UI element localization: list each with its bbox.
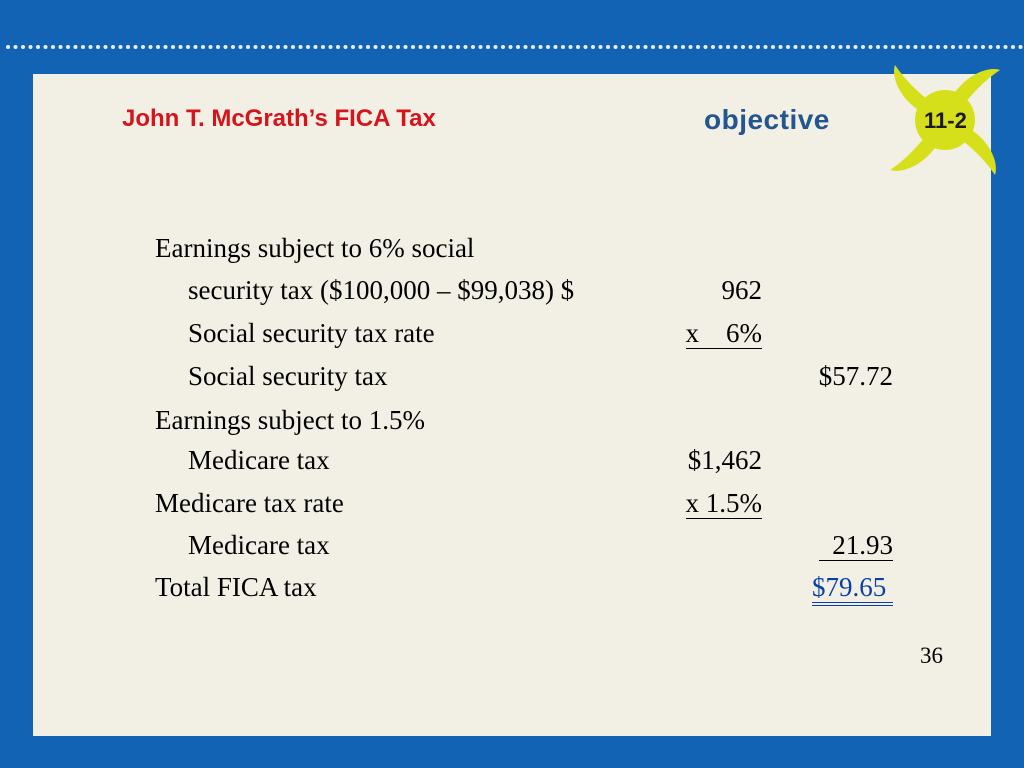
- dot: [411, 45, 415, 49]
- row-label: Social security tax rate: [188, 318, 435, 348]
- row-label: Earnings subject to 1.5%: [155, 405, 425, 435]
- dot: [644, 45, 648, 49]
- dot: [381, 45, 385, 49]
- dot: [66, 45, 70, 49]
- row-label: Medicare tax: [188, 445, 330, 475]
- dot: [936, 45, 940, 49]
- amount-column-2: [819, 361, 893, 391]
- dot: [164, 45, 168, 49]
- dot: [846, 45, 850, 49]
- dot: [966, 45, 970, 49]
- dot: [681, 45, 685, 49]
- dot: [276, 45, 280, 49]
- dot: [374, 45, 378, 49]
- dot: [959, 45, 963, 49]
- dot: [359, 45, 363, 49]
- dot: [546, 45, 550, 49]
- slide-title: John T. McGrath’s FICA Tax: [122, 105, 436, 132]
- dot: [149, 45, 153, 49]
- dot: [771, 45, 775, 49]
- dot: [831, 45, 835, 49]
- dot: [449, 45, 453, 49]
- dot: [554, 45, 558, 49]
- amount-column-1: [688, 445, 762, 475]
- dot: [576, 45, 580, 49]
- dot: [516, 45, 520, 49]
- dot: [599, 45, 603, 49]
- dot: [464, 45, 468, 49]
- row-label: Earnings subject to 6% social: [155, 233, 475, 263]
- dot: [261, 45, 265, 49]
- dot: [321, 45, 325, 49]
- amount-column-2: [819, 530, 893, 560]
- dot: [869, 45, 873, 49]
- dot: [486, 45, 490, 49]
- dot: [254, 45, 258, 49]
- dot: [389, 45, 393, 49]
- dot: [216, 45, 220, 49]
- dot: [104, 45, 108, 49]
- dot: [989, 45, 993, 49]
- dot: [224, 45, 228, 49]
- dot: [426, 45, 430, 49]
- dot: [21, 45, 25, 49]
- dot: [246, 45, 250, 49]
- dot: [344, 45, 348, 49]
- dot: [524, 45, 528, 49]
- dot: [531, 45, 535, 49]
- objective-number: 11-2: [924, 108, 967, 133]
- dot: [591, 45, 595, 49]
- dot: [914, 45, 918, 49]
- amount-value: x 1.5%: [685, 488, 762, 518]
- dot: [171, 45, 175, 49]
- dot: [854, 45, 858, 49]
- dot: [726, 45, 730, 49]
- dot: [861, 45, 865, 49]
- dot: [1019, 45, 1023, 49]
- dot: [719, 45, 723, 49]
- dot: [749, 45, 753, 49]
- dot: [29, 45, 33, 49]
- dot: [329, 45, 333, 49]
- dot: [696, 45, 700, 49]
- row-label: Social security tax: [188, 361, 388, 391]
- dot: [786, 45, 790, 49]
- dot: [441, 45, 445, 49]
- dot: [209, 45, 213, 49]
- dot: [81, 45, 85, 49]
- dot: [494, 45, 498, 49]
- dot: [666, 45, 670, 49]
- amount-column-1: [686, 318, 763, 348]
- dot: [839, 45, 843, 49]
- dot: [944, 45, 948, 49]
- page-number: 36: [920, 643, 943, 668]
- objective-label: objective: [704, 104, 830, 135]
- dot: [134, 45, 138, 49]
- dot: [884, 45, 888, 49]
- dot: [1011, 45, 1015, 49]
- dot: [764, 45, 768, 49]
- dot: [396, 45, 400, 49]
- dot: [929, 45, 933, 49]
- dot: [479, 45, 483, 49]
- dot: [906, 45, 910, 49]
- amount-value: x 6%: [685, 318, 762, 348]
- row-label: Total FICA tax: [155, 572, 317, 602]
- amount-column-2: [812, 572, 893, 602]
- dot: [299, 45, 303, 49]
- dot: [404, 45, 408, 49]
- dot: [876, 45, 880, 49]
- amount-column-1: [686, 488, 763, 518]
- dot: [336, 45, 340, 49]
- dot: [366, 45, 370, 49]
- dot: [891, 45, 895, 49]
- dot: [659, 45, 663, 49]
- dot: [44, 45, 48, 49]
- dot: [816, 45, 820, 49]
- dot: [14, 45, 18, 49]
- dot: [89, 45, 93, 49]
- dot: [539, 45, 543, 49]
- amount-value: $1,462: [687, 445, 762, 475]
- dot: [314, 45, 318, 49]
- dot: [419, 45, 423, 49]
- dot: [126, 45, 130, 49]
- row-label: Medicare tax: [188, 530, 330, 560]
- dot: [569, 45, 573, 49]
- dot: [756, 45, 760, 49]
- dotted-line-decoration: [0, 43, 1024, 51]
- total-fica-value: $79.65: [812, 572, 893, 606]
- dot: [509, 45, 513, 49]
- dot: [606, 45, 610, 49]
- dot: [689, 45, 693, 49]
- dot: [284, 45, 288, 49]
- dot: [674, 45, 678, 49]
- dot: [584, 45, 588, 49]
- dot: [629, 45, 633, 49]
- amount-value: 962: [721, 275, 762, 305]
- amount-column-1: [722, 275, 763, 305]
- dot: [471, 45, 475, 49]
- dot: [434, 45, 438, 49]
- dot: [156, 45, 160, 49]
- dot: [809, 45, 813, 49]
- dot: [36, 45, 40, 49]
- dot: [621, 45, 625, 49]
- row-label: Medicare tax rate: [155, 488, 344, 518]
- dot: [111, 45, 115, 49]
- dot: [824, 45, 828, 49]
- dot: [899, 45, 903, 49]
- dot: [456, 45, 460, 49]
- row-label: security tax ($100,000 – $99,038) $: [188, 275, 575, 305]
- dot: [801, 45, 805, 49]
- dot: [741, 45, 745, 49]
- dot: [996, 45, 1000, 49]
- dot: [1004, 45, 1008, 49]
- dot: [74, 45, 78, 49]
- dot: [201, 45, 205, 49]
- dot: [561, 45, 565, 49]
- dot: [981, 45, 985, 49]
- dot: [231, 45, 235, 49]
- dot: [711, 45, 715, 49]
- dot: [351, 45, 355, 49]
- dot: [119, 45, 123, 49]
- dot: [779, 45, 783, 49]
- dot: [614, 45, 618, 49]
- dot: [951, 45, 955, 49]
- dot: [269, 45, 273, 49]
- dot: [186, 45, 190, 49]
- dot: [51, 45, 55, 49]
- dot: [306, 45, 310, 49]
- dot: [636, 45, 640, 49]
- amount-value: 21.93: [818, 530, 893, 560]
- dot: [794, 45, 798, 49]
- dot: [179, 45, 183, 49]
- dot: [59, 45, 63, 49]
- dot: [141, 45, 145, 49]
- dot: [239, 45, 243, 49]
- dot: [734, 45, 738, 49]
- dot: [921, 45, 925, 49]
- dot: [194, 45, 198, 49]
- dot: [291, 45, 295, 49]
- dot: [501, 45, 505, 49]
- dot: [6, 45, 10, 49]
- dot: [96, 45, 100, 49]
- dot: [974, 45, 978, 49]
- dot: [704, 45, 708, 49]
- amount-value: $57.72: [818, 361, 893, 391]
- dot: [651, 45, 655, 49]
